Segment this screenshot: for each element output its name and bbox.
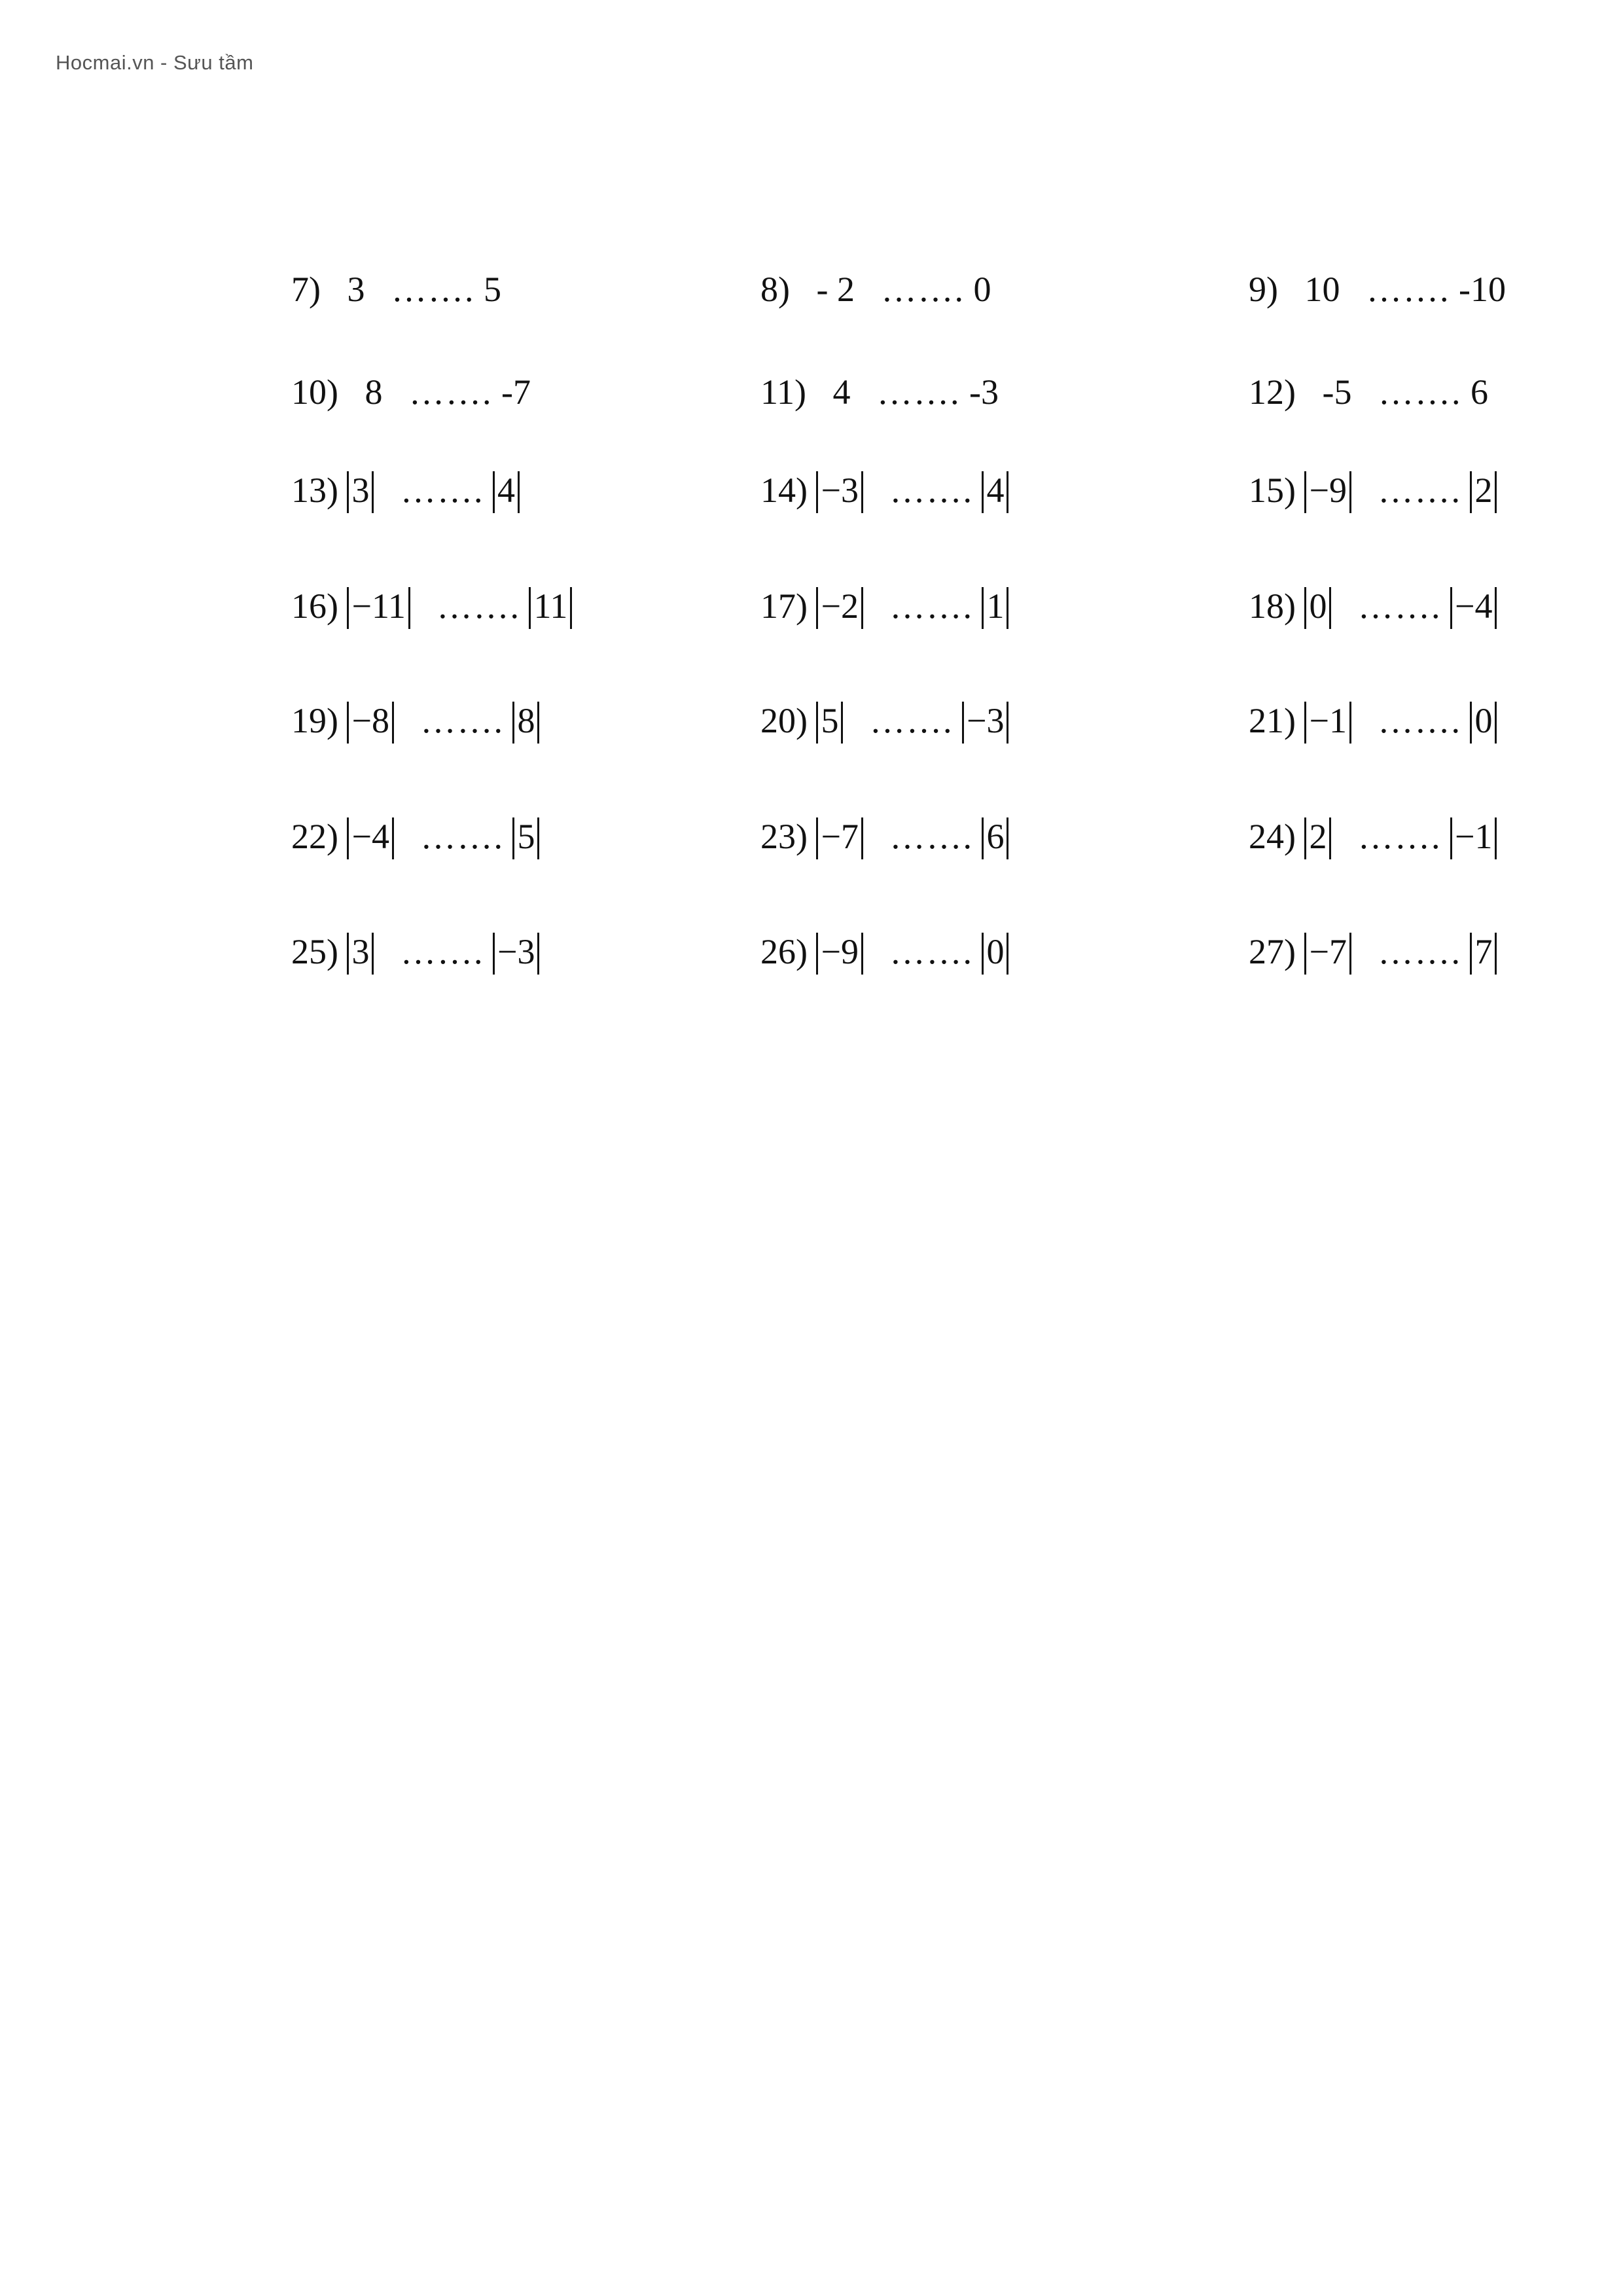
exercise-item [291,933,539,975]
right-value: -7 [501,372,531,412]
exercise-number: 8) [760,270,790,309]
left-absolute-value: −7 [816,817,863,859]
left-absolute-value: −7 [1304,933,1351,975]
exercise-number: 17) [760,586,808,626]
comparison-blank: ……. [889,932,973,971]
left-absolute-value: −8 [347,702,393,744]
comparison-blank: ……. [869,701,954,740]
exercise-item [1249,702,1497,744]
exercise-item [291,817,539,859]
right-absolute-value: 7 [1470,933,1497,975]
exercise-number: 7) [291,270,321,309]
comparison-blank: ……. [420,817,504,856]
comparison-blank: ……. [437,586,520,626]
left-absolute-value: −2 [816,587,863,629]
exercise-item [291,702,539,744]
comparison-blank: ……. [1378,471,1461,510]
exercise-number: 18) [1249,586,1296,626]
right-absolute-value: −3 [493,933,539,975]
right-value: 6 [1470,372,1488,412]
comparison-blank: ……. [400,932,484,971]
exercise-number: 22) [291,817,338,856]
comparison-blank: ……. [1378,701,1461,740]
exercise-number: 19) [291,701,338,740]
exercise-number: 9) [1249,270,1278,309]
right-absolute-value: 4 [982,471,1008,513]
exercise-number: 23) [760,817,808,856]
exercise-item [291,374,531,410]
exercise-item [291,471,520,513]
right-value: 0 [973,270,991,309]
left-absolute-value: 3 [347,471,374,513]
exercise-item [760,933,1008,975]
exercise-item [1249,272,1506,307]
right-absolute-value: 8 [512,702,539,744]
exercise-number: 27) [1249,932,1296,971]
exercise-item [1249,587,1497,629]
exercise-item [1249,471,1497,513]
exercise-item [760,374,999,410]
left-absolute-value: 0 [1304,587,1331,629]
left-absolute-value: −9 [1304,471,1351,513]
exercise-number: 14) [760,471,808,510]
comparison-blank: ……. [420,701,504,740]
left-value: 8 [365,372,383,412]
exercise-item [291,272,501,307]
exercise-number: 13) [291,471,338,510]
right-absolute-value: −4 [1450,587,1497,629]
watermark: Hocmai.vn - Sưu tầm [56,51,254,74]
left-absolute-value: 2 [1304,817,1331,859]
comparison-blank: ……. [889,471,973,510]
right-absolute-value: 5 [512,817,539,859]
right-absolute-value: 11 [529,587,572,629]
exercise-item [1249,817,1497,859]
left-value: 4 [832,372,851,412]
right-absolute-value: 0 [1470,702,1497,744]
comparison-blank: ……. [1357,586,1442,626]
right-absolute-value: −3 [962,702,1008,744]
comparison-blank: ……. [1357,817,1442,856]
left-value: 10 [1304,270,1340,309]
exercise-item [1249,374,1488,410]
exercise-item [760,702,1008,744]
exercise-number: 11) [760,372,806,412]
comparison-blank: ……. [391,270,475,309]
exercise-number: 10) [291,372,338,412]
comparison-blank: ……. [1378,932,1461,971]
left-value: - 2 [816,270,855,309]
comparison-blank: ……. [1366,270,1450,309]
exercise-number: 15) [1249,471,1296,510]
comparison-blank: ……. [876,372,961,412]
right-absolute-value: −1 [1450,817,1497,859]
right-absolute-value: 4 [493,471,520,513]
exercise-number: 24) [1249,817,1296,856]
comparison-blank: ……. [881,270,965,309]
left-absolute-value: −9 [816,933,863,975]
comparison-blank: ……. [889,586,973,626]
comparison-blank: ……. [408,372,493,412]
left-absolute-value: 3 [347,933,374,975]
comparison-blank: ……. [400,471,484,510]
exercise-item [760,587,1008,629]
right-value: -3 [969,372,999,412]
left-absolute-value: −1 [1304,702,1351,744]
exercise-number: 12) [1249,372,1296,412]
right-absolute-value: 1 [982,587,1008,629]
right-absolute-value: 6 [982,817,1008,859]
exercise-item [1249,933,1497,975]
right-value: 5 [483,270,501,309]
exercise-item [760,272,991,307]
exercise-item [291,587,572,629]
left-absolute-value: −3 [816,471,863,513]
exercise-number: 16) [291,586,338,626]
right-absolute-value: 2 [1470,471,1497,513]
exercise-number: 25) [291,932,338,971]
right-absolute-value: 0 [982,933,1008,975]
left-value: 3 [347,270,365,309]
comparison-blank: ……. [1378,372,1462,412]
right-value: -10 [1458,270,1506,309]
exercise-item [760,817,1008,859]
exercise-item [760,471,1008,513]
left-absolute-value: −11 [347,587,410,629]
left-absolute-value: −4 [347,817,393,859]
left-value: -5 [1322,372,1352,412]
left-absolute-value: 5 [816,702,843,744]
exercise-number: 21) [1249,701,1296,740]
exercise-number: 26) [760,932,808,971]
exercise-number: 20) [760,701,808,740]
comparison-blank: ……. [889,817,973,856]
